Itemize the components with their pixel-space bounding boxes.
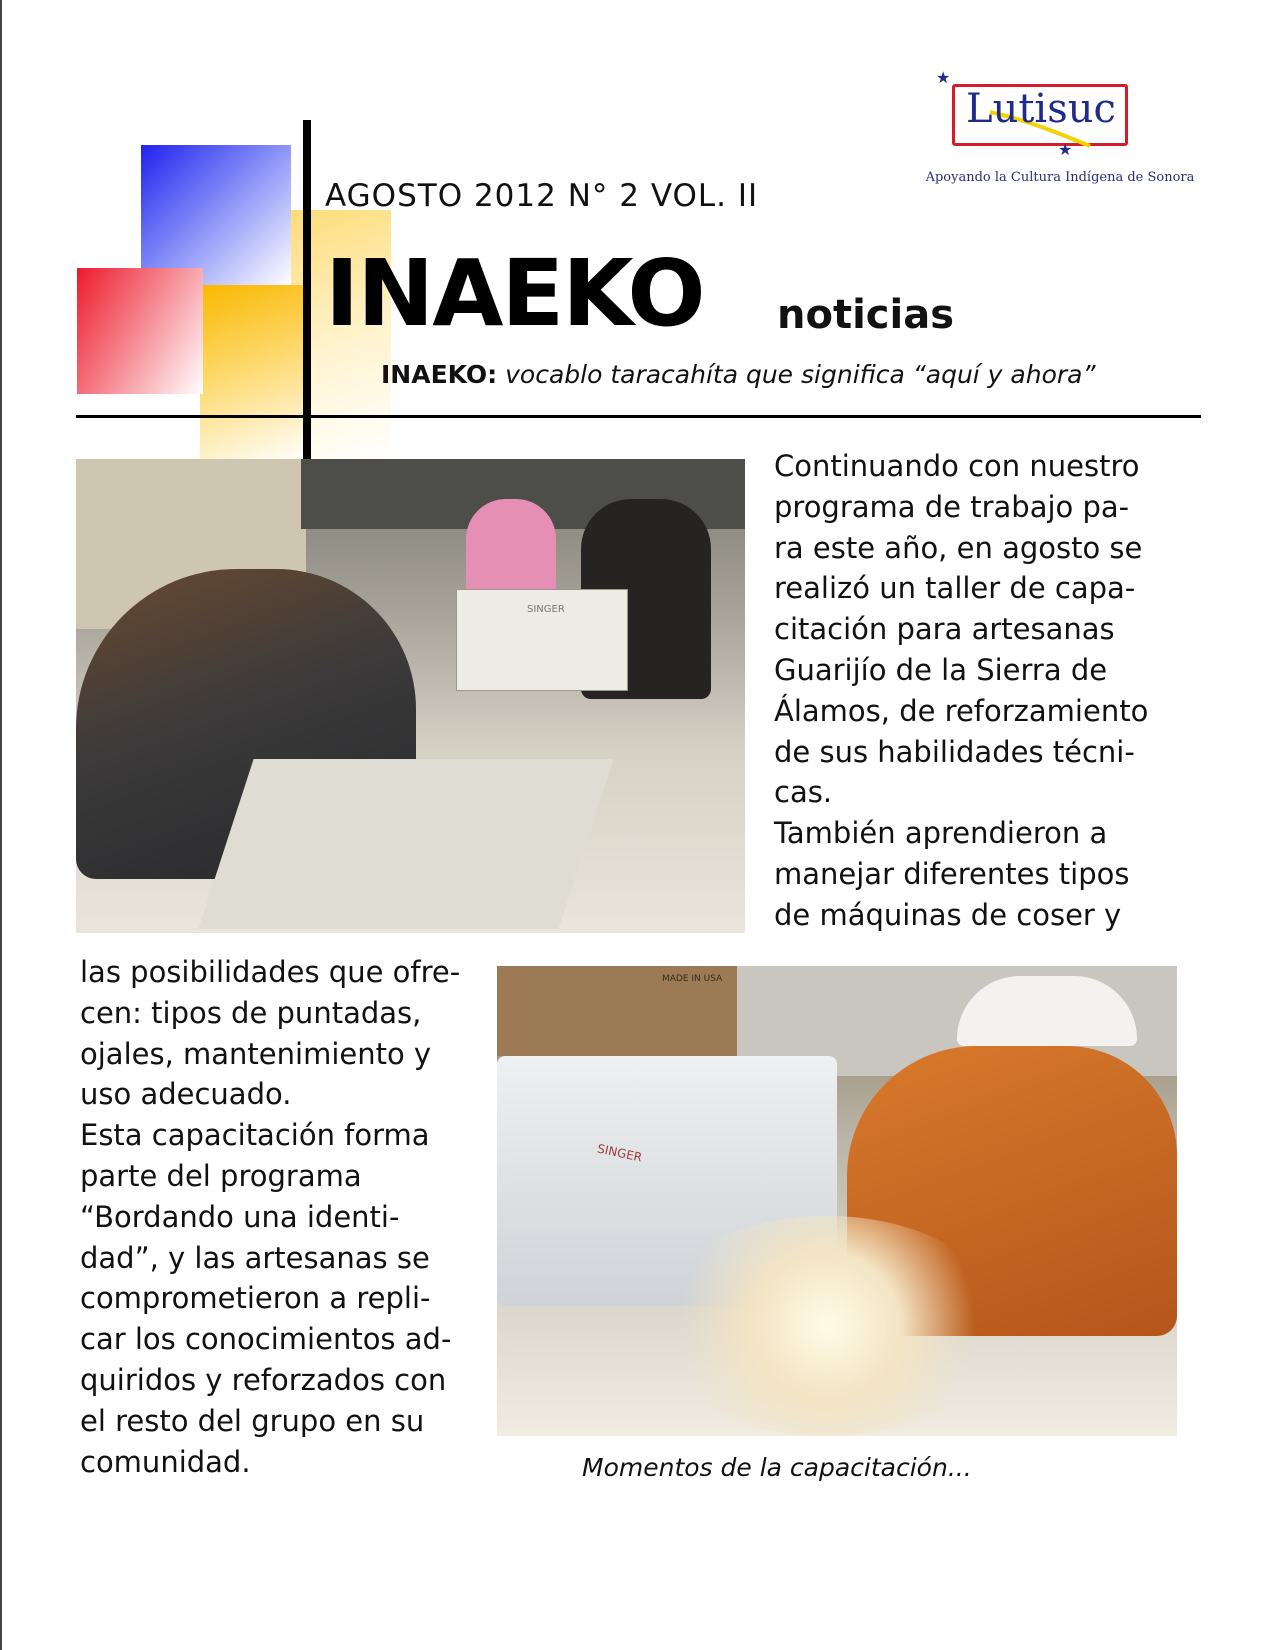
logo-wordmark: Lutisuc bbox=[966, 86, 1116, 132]
text-line: realizó un taller de capa- bbox=[774, 571, 1136, 606]
text-line: las posibilidades que ofre- bbox=[80, 955, 461, 989]
issue-line: AGOSTO 2012 N° 2 VOL. II bbox=[325, 178, 759, 214]
text-line: cas. bbox=[774, 775, 833, 810]
photo-machine-brand-2: SINGER bbox=[596, 1141, 644, 1165]
text-line: ojales, mantenimiento y bbox=[80, 1036, 432, 1071]
text-line: ra este año, en agosto se bbox=[774, 530, 1143, 565]
photo-sewing-machine bbox=[456, 589, 628, 691]
photo-cap bbox=[957, 976, 1137, 1046]
page-left-border bbox=[0, 0, 2, 1650]
text-line: quiridos y reforzados con bbox=[80, 1362, 447, 1397]
text-line: uso adecuado. bbox=[80, 1077, 292, 1112]
star-icon: ★ bbox=[1058, 140, 1073, 159]
text-line: de máquinas de coser y bbox=[774, 897, 1122, 932]
photo-fabric bbox=[198, 759, 613, 929]
text-line: de sus habilidades técni- bbox=[774, 734, 1135, 769]
logo-tagline: Apoyando la Cultura Indígena de Sonora bbox=[925, 170, 1195, 185]
photo-machine-brand: SINGER bbox=[527, 604, 565, 615]
text-line: Álamos, de reforzamiento bbox=[774, 693, 1149, 728]
masthead-horizontal-rule bbox=[76, 415, 1201, 418]
text-line: Continuando con nuestro bbox=[774, 449, 1140, 483]
tagline-keyword: INAEKO: bbox=[381, 360, 498, 389]
text-line: parte del programa bbox=[80, 1158, 362, 1193]
article-text-bottom bbox=[80, 952, 500, 1482]
text-line: También aprendieron a bbox=[774, 816, 1108, 851]
star-icon: ★ bbox=[936, 68, 951, 87]
text-line: el resto del grupo en su bbox=[80, 1403, 425, 1438]
masthead-subtitle: noticias bbox=[777, 292, 955, 338]
photo-light-glow bbox=[647, 1216, 1007, 1436]
photo-caption: Momentos de la capacitación... bbox=[582, 1453, 972, 1482]
text-line: comunidad. bbox=[80, 1444, 251, 1479]
decor-square-yellow bbox=[200, 285, 308, 460]
text-line: dad”, y las artesanas se bbox=[80, 1240, 430, 1275]
article-text-top bbox=[774, 446, 1194, 936]
tagline-definition: vocablo taracahíta que significa “aquí y ahora” bbox=[505, 360, 1096, 389]
text-line: Guarijío de la Sierra de bbox=[774, 652, 1108, 687]
text-line: Esta capacitación forma bbox=[80, 1118, 430, 1153]
text-line: comprometieron a repli- bbox=[80, 1281, 431, 1316]
text-line: programa de trabajo pa- bbox=[774, 489, 1130, 524]
photo-sewing-workshop-2 bbox=[497, 966, 1177, 1436]
text-line: “Bordando una identi- bbox=[80, 1199, 400, 1234]
decor-square-red bbox=[77, 268, 203, 394]
lutisuc-logo bbox=[925, 66, 1195, 196]
text-line: manejar diferentes tipos bbox=[774, 856, 1130, 891]
decor-square-blue bbox=[141, 145, 291, 285]
masthead-title: INAEKO bbox=[325, 240, 704, 347]
text-line: car los conocimientos ad- bbox=[80, 1322, 452, 1357]
photo-sewing-workshop-1 bbox=[76, 459, 745, 933]
text-line: cen: tipos de puntadas, bbox=[80, 995, 422, 1030]
photo-box-label: MADE IN USA bbox=[662, 974, 723, 984]
photo-cabinet bbox=[497, 966, 737, 1056]
tagline bbox=[381, 360, 1095, 389]
masthead-vertical-rule bbox=[303, 120, 311, 460]
text-line: citación para artesanas bbox=[774, 612, 1115, 647]
